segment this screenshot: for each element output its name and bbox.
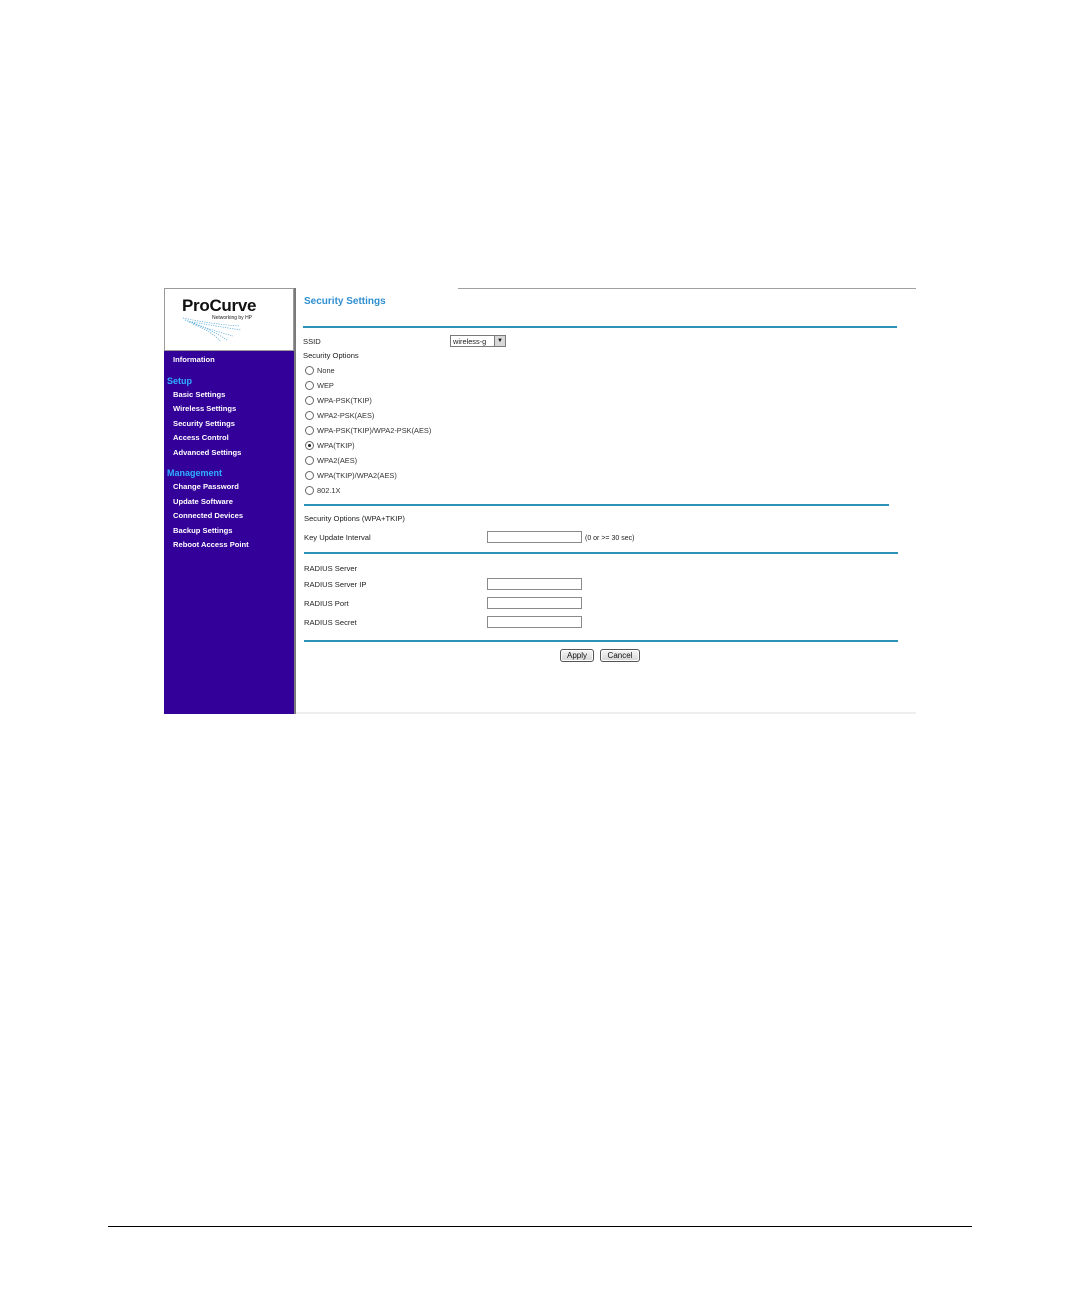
ssid-select-value: wireless-g [453, 337, 487, 346]
sidebar-heading-setup: Setup [167, 376, 193, 386]
section-divider [304, 504, 889, 506]
security-option-row[interactable] [305, 365, 335, 375]
sidebar-item-advanced-settings[interactable] [173, 448, 241, 457]
radius-port-input[interactable] [487, 597, 582, 609]
security-option-row[interactable] [305, 471, 397, 481]
security-option-label: WEP [317, 380, 334, 390]
page-footer-rule [108, 1226, 972, 1227]
security-option-row[interactable] [305, 425, 431, 435]
sidebar-item-label: Information [173, 355, 215, 364]
page-title: Security Settings [304, 296, 386, 307]
sidebar-heading-management: Management [167, 468, 223, 478]
radio-button-selected[interactable] [305, 441, 314, 450]
security-option-row[interactable] [305, 456, 357, 466]
sidebar-item-label: Wireless Settings [173, 404, 237, 413]
security-option-row[interactable] [305, 441, 355, 451]
radio-button[interactable] [305, 381, 314, 390]
security-option-label: WPA(TKIP) [317, 441, 355, 450]
security-option-row[interactable] [305, 410, 374, 420]
security-option-row[interactable] [305, 380, 334, 390]
key-update-interval-hint: (0 or >= 30 sec) [585, 535, 635, 542]
radio-button[interactable] [305, 396, 314, 405]
sidebar-item-backup-settings[interactable] [173, 526, 233, 535]
key-update-interval-input[interactable] [487, 531, 582, 543]
sidebar-item-reboot-access-point[interactable] [173, 540, 249, 549]
brand-name: ProCurve [182, 296, 257, 315]
content-bottom-edge [296, 712, 916, 714]
sidebar-item-label: Connected Devices [173, 511, 244, 520]
radio-button[interactable] [305, 486, 314, 495]
security-option-label: 802.1X [317, 486, 341, 496]
sidebar-item-basic-settings[interactable] [173, 390, 225, 399]
ssid-select[interactable] [450, 335, 506, 347]
security-option-label: None [317, 365, 335, 375]
radius-port-label: RADIUS Port [304, 599, 349, 608]
apply-button[interactable]: Apply [560, 649, 594, 662]
security-option-label: WPA2(AES) [317, 456, 358, 466]
section-divider [304, 552, 898, 554]
sidebar-item-label: Change Password [173, 482, 239, 491]
router-admin-screenshot [164, 288, 916, 714]
security-option-label: WPA(TKIP)/WPA2(AES) [317, 471, 397, 481]
wpa-section-title: Security Options (WPA+TKIP) [304, 514, 405, 523]
sidebar-item-label: Basic Settings [173, 390, 226, 399]
radio-button[interactable] [305, 426, 314, 435]
chevron-down-icon[interactable]: ▼ [494, 336, 505, 346]
sidebar-item-wireless-settings[interactable] [173, 404, 236, 413]
sidebar-item-label: Update Software [173, 497, 233, 506]
sidebar-item-label: Backup Settings [173, 526, 233, 535]
key-update-interval-label: Key Update Interval [304, 533, 371, 542]
section-divider [303, 326, 897, 328]
swoosh-icon [181, 316, 251, 344]
radius-section-title: RADIUS Server [304, 564, 358, 573]
security-option-row[interactable] [305, 486, 340, 496]
radius-secret-label: RADIUS Secret [304, 618, 357, 627]
sidebar-item-label: Access Control [173, 433, 229, 442]
sidebar-item-label: Advanced Settings [173, 448, 242, 457]
main-content [296, 288, 916, 714]
sidebar-item-access-control[interactable] [173, 433, 229, 442]
security-option-label: WPA-PSK(TKIP)/WPA2-PSK(AES) [317, 425, 432, 435]
radio-button[interactable] [305, 471, 314, 480]
security-option-label: WPA-PSK(TKIP) [317, 395, 372, 405]
section-divider [304, 640, 898, 642]
security-option-row[interactable] [305, 395, 372, 405]
cancel-button[interactable]: Cancel [600, 649, 640, 662]
radius-server-ip-label: RADIUS Server IP [304, 580, 367, 589]
sidebar-item-label: Reboot Access Point [173, 540, 249, 549]
sidebar-item-change-password[interactable] [173, 482, 239, 491]
brand-tagline: Networking by HP [212, 315, 253, 321]
radius-secret-input[interactable] [487, 616, 582, 628]
sidebar-item-connected-devices[interactable] [173, 511, 243, 520]
radius-server-ip-input[interactable] [487, 578, 582, 590]
sidebar-item-label: Security Settings [173, 419, 236, 428]
radio-button[interactable] [305, 411, 314, 420]
sidebar-item-security-settings[interactable] [173, 419, 235, 428]
security-option-label: WPA2-PSK(AES) [317, 410, 375, 420]
sidebar-item-update-software[interactable] [173, 497, 233, 506]
sidebar-nav [164, 351, 294, 714]
security-options-label: Security Options [303, 351, 359, 360]
radio-button[interactable] [305, 366, 314, 375]
radio-button[interactable] [305, 456, 314, 465]
ssid-label: SSID [303, 337, 321, 346]
brand-logo [164, 288, 294, 351]
sidebar-item-information[interactable] [173, 355, 215, 364]
